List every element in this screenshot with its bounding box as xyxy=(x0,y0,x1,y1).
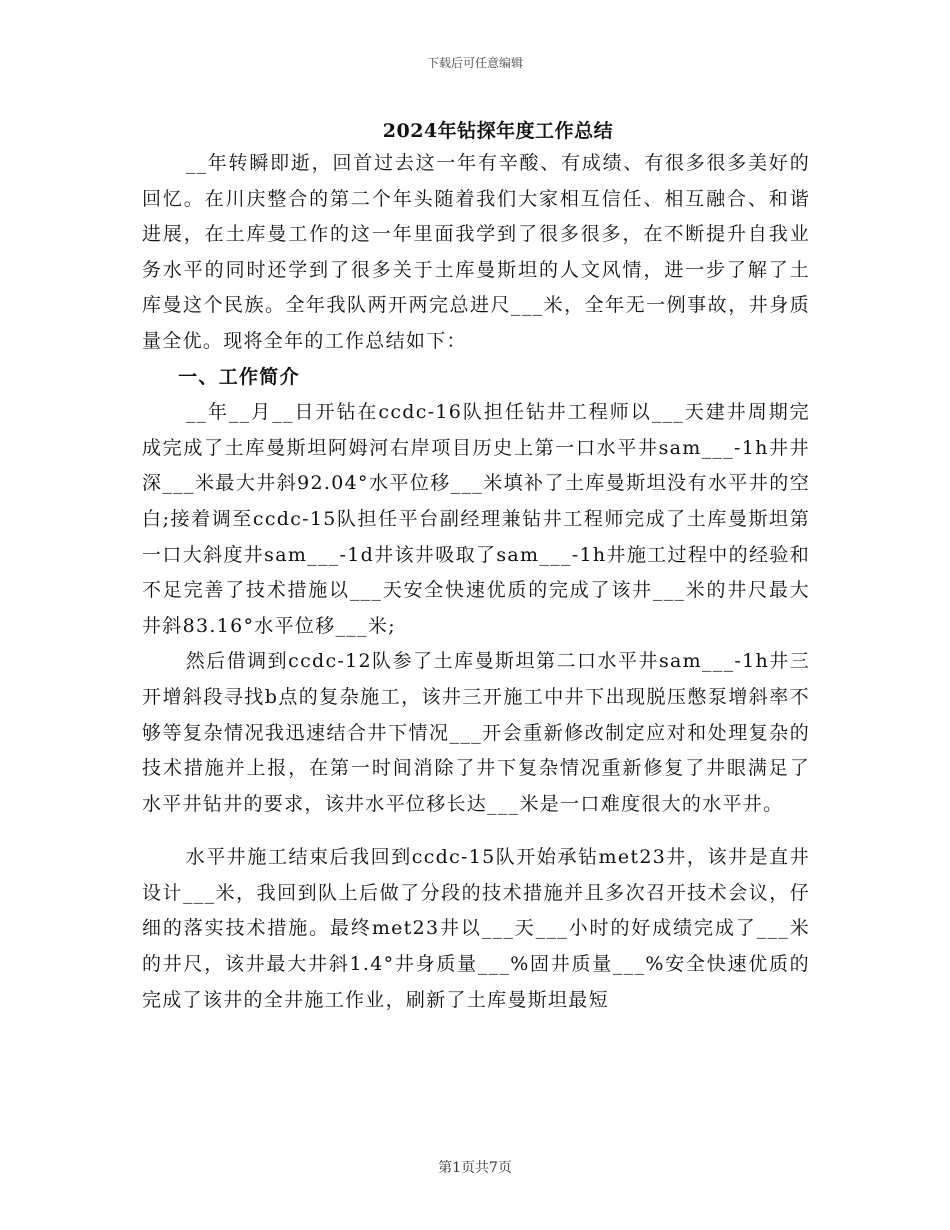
header-note: 下载后可任意编辑 xyxy=(426,56,523,70)
intro-paragraph: __年转瞬即逝，回首过去这一年有辛酸、有成绩、有很多很多美好的回忆。在川庆整合的第二个年头随着我们大家相互信任、相互融合、和谐进展，在土库曼工作的这一年里面我学到了很多很多，在不断提升自我业务水平的同时还学到了很多关于土库曼斯坦的人文风情，进一步了解了土库曼这个民族。全年我队两开两完总进尺___米，全年无一例事故，井身质量全优。现将全年的工作总结如下： xyxy=(142,152,810,352)
paragraph-ccdc12-assignment: 然后借调到ccdc-12队参了土库曼斯坦第二口水平井sam___-1h井三开增斜段寻找b点的复杂施工，该井三开施工中井下出现脱压憋泵增斜率不够等复杂情况我迅速结合井下情况___开会重新修改制定应对和处理复杂的技术措施并上报，在第一时间消除了井下复杂情况重新修复了井眼满足了水平井钻井的要求，该井水平位移长达___米是一口难度很大的水平井。 xyxy=(142,650,810,815)
paragraph-horizontal-well: __年__月__日开钻在ccdc-16队担任钻井工程师以___天建井周期完成完成了土库曼斯坦阿姆河右岸项目历史上第一口水平井sam___-1h井井深___米最大井斜92.04°水平位移___米填补了土库曼斯坦没有水平井的空白;接着调至ccdc-15队担任平台副经理兼钻井工程师完成了土库曼斯坦第一口大斜度井sam___-1d井该井吸取了sam___-1h井施工过程中的经验和不足完善了技术措施以___天安全快速优质的完成了该井___米的井尺最大井斜83.16°水平位移___米; xyxy=(142,401,810,637)
page-number: 第1页共7页 xyxy=(438,1160,512,1176)
document-title: 2024年钻探年度工作总结 xyxy=(382,120,614,142)
section-heading-work-intro: 一、工作简介 xyxy=(178,365,300,388)
paragraph-met23-well: 水平井施工结束后我回到ccdc-15队开始承钻met23井，该井是直井设计___米，我回到队上后做了分段的技术措施并且多次召开技术会议，仔细的落实技术措施。最终met23井以___天___小时的好成绩完成了___米的井尺，该井最大井斜1.4°井身质量___%固井质量___%安全快速优质的完成了该井的全井施工作业，刷新了土库曼斯坦最短 xyxy=(142,846,810,1011)
document-body xyxy=(142,146,810,1018)
